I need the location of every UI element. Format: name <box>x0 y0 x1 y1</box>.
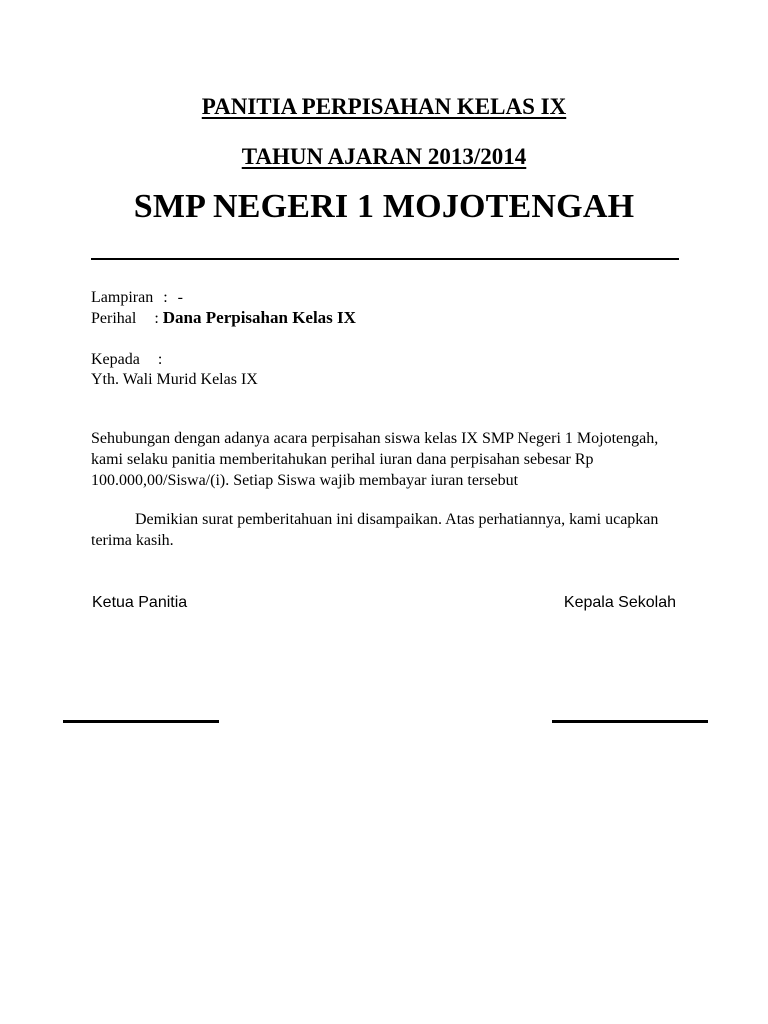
school-name-title: SMP NEGERI 1 MOJOTENGAH <box>133 188 635 225</box>
perihal-value: Dana Perpisahan Kelas IX <box>162 308 356 327</box>
kepada-colon: : <box>157 351 163 368</box>
body-paragraph-2: Demikian surat pemberitahuan ini disampaikan. Atas perhatiannya, kami ucapkan terima kasih. <box>91 511 659 549</box>
addressee-line: Yth. Wali Murid Kelas IX <box>91 371 258 388</box>
committee-title: PANITIA PERPISAHAN KELAS IX <box>201 94 567 119</box>
header-divider <box>91 258 679 260</box>
signature-line-kepala <box>552 720 708 723</box>
academic-year-title: TAHUN AJARAN 2013/2014 <box>241 144 527 169</box>
lampiran-line <box>91 288 183 308</box>
perihal-label: Perihal <box>91 310 137 327</box>
signature-label-kepala: Kepala Sekolah <box>563 594 676 611</box>
signature-label-ketua: Ketua Panitia <box>92 594 188 611</box>
kepada-label: Kepada <box>91 351 140 368</box>
perihal-colon: : <box>154 310 159 327</box>
lampiran-label: Lampiran <box>91 289 154 306</box>
kepada-line <box>91 350 162 370</box>
signature-line-ketua <box>63 720 219 723</box>
lampiran-colon: : <box>163 289 168 306</box>
perihal-line <box>91 308 356 329</box>
lampiran-value: - <box>177 289 183 306</box>
body-paragraph-1: Sehubungan dengan adanya acara perpisahan siswa kelas IX SMP Negeri 1 Mojotengah, kami selaku panitia memberitahukan perihal iuran dana perpisahan sebesar Rp 100.000,00/Siswa/(i). Setiap Siswa wajib membayar iuran tersebut <box>91 430 659 489</box>
